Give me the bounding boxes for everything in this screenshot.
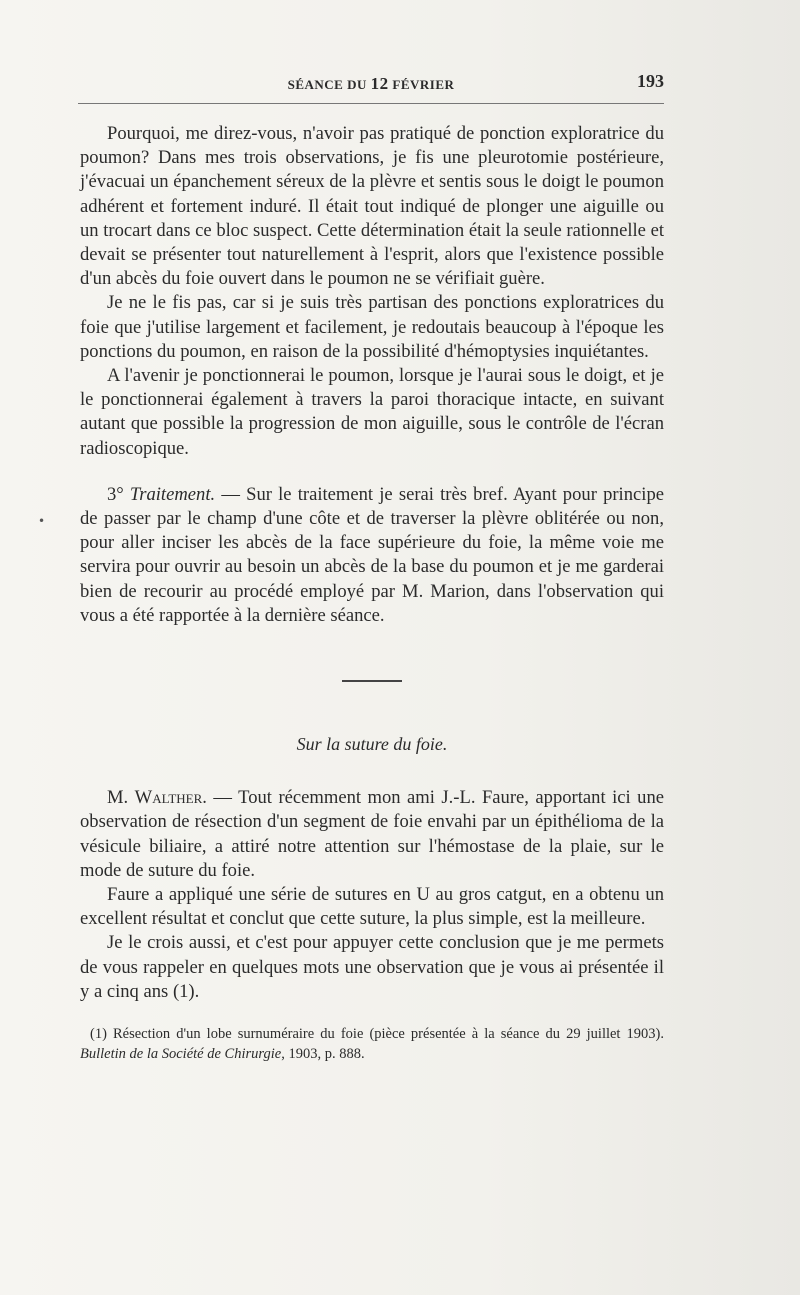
footnote	[80, 1024, 664, 1064]
footnote-end: , 1903, p. 888.	[281, 1046, 365, 1063]
header-rule	[78, 103, 664, 104]
footnote-start: (1) Résection d'un lobe surnuméraire du foie (pièce présentée à la séance du 29 juillet 1903).	[90, 1026, 664, 1043]
page-number: 193	[637, 71, 664, 91]
walther-paragraph	[80, 786, 664, 883]
title-end: FÉVRIER	[388, 77, 455, 92]
footnote-journal: Bulletin de la Société de Chirurgie	[80, 1046, 282, 1063]
section-title: Sur la suture du foie.	[296, 734, 448, 755]
footnote-text	[80, 1024, 664, 1064]
speaker-name: Walther	[134, 787, 203, 809]
traitement-title: Traitement.	[129, 483, 216, 505]
body-text	[80, 122, 664, 1064]
traitement-paragraph	[80, 483, 664, 628]
paragraph: Faure a appliqué une série de sutures en U au gros catgut, en a obtenu un excellent résultat et conclut que cette suture, la plus simple, est la meilleure.	[80, 884, 664, 930]
speaker-prefix: M.	[107, 787, 135, 809]
margin-mark: •	[38, 514, 46, 528]
traitement-label: 3°	[107, 483, 130, 505]
title-start: SÉANCE DU	[287, 77, 371, 92]
running-title	[78, 74, 664, 94]
paragraph: A l'avenir je ponctionnerai le poumon, lorsque je l'aurai sous le doigt, et je le ponctionnerai également à travers la paroi thoracique intacte, en suivant autant que possible la progression de mon aiguille, sous le contrôle de l'écran radioscopique.	[80, 365, 664, 459]
section-separator	[342, 680, 402, 682]
traitement-text: — Sur le traitement je serai très bref. Ayant pour principe de passer par le champ d'une côte et de traverser la plèvre oblitérée ou non, pour aller inciser les abcès de la face supérieure du foie, la même voie me servira pour ouvrir au besoin un abcès de la base du poumon et je me garderai bien de recourir au procédé employé par M. Marion, dans l'observation qui vous a été rapportée à la dernière séance.	[80, 483, 664, 626]
walther-text: . — Tout récemment mon ami J.-L. Faure, apportant ici une observation de résection d'un segment de foie envahi par un épithélioma de la vésicule biliaire, a attiré notre attention sur l'hémostase de la plaie, sur le mode de suture du foie.	[80, 787, 664, 881]
paragraph: Je ne le fis pas, car si je suis très partisan des ponctions exploratrices du foie que j'utilise largement et facilement, je redoutais beaucoup à l'époque les ponctions du poumon, en raison de la possibilité d'hémoptysies inquiétantes.	[80, 292, 664, 362]
paragraph: Pourquoi, me direz-vous, n'avoir pas pratiqué de ponction exploratrice du poumon? Dans mes trois observations, je fis une pleurotomie postérieure, j'évacuai un épanchement séreux de la plèvre et sentis sous le doigt le poumon adhérent et fortement induré. Il était tout indiqué de plonger une aiguille ou un trocart dans ce bloc suspect. Cette détermination était la seule rationnelle et devait se présenter tout naturellement à l'esprit, alors que l'existence possible d'un abcès du foie ouvert dans le poumon ne se vérifiait guère.	[80, 123, 664, 290]
title-day: 12	[370, 74, 389, 93]
paragraph: Je le crois aussi, et c'est pour appuyer cette conclusion que je me permets de vous rappeler en quelques mots une observation que je vous ai présentée il y a cinq ans (1).	[80, 932, 664, 1002]
running-head	[78, 70, 664, 100]
